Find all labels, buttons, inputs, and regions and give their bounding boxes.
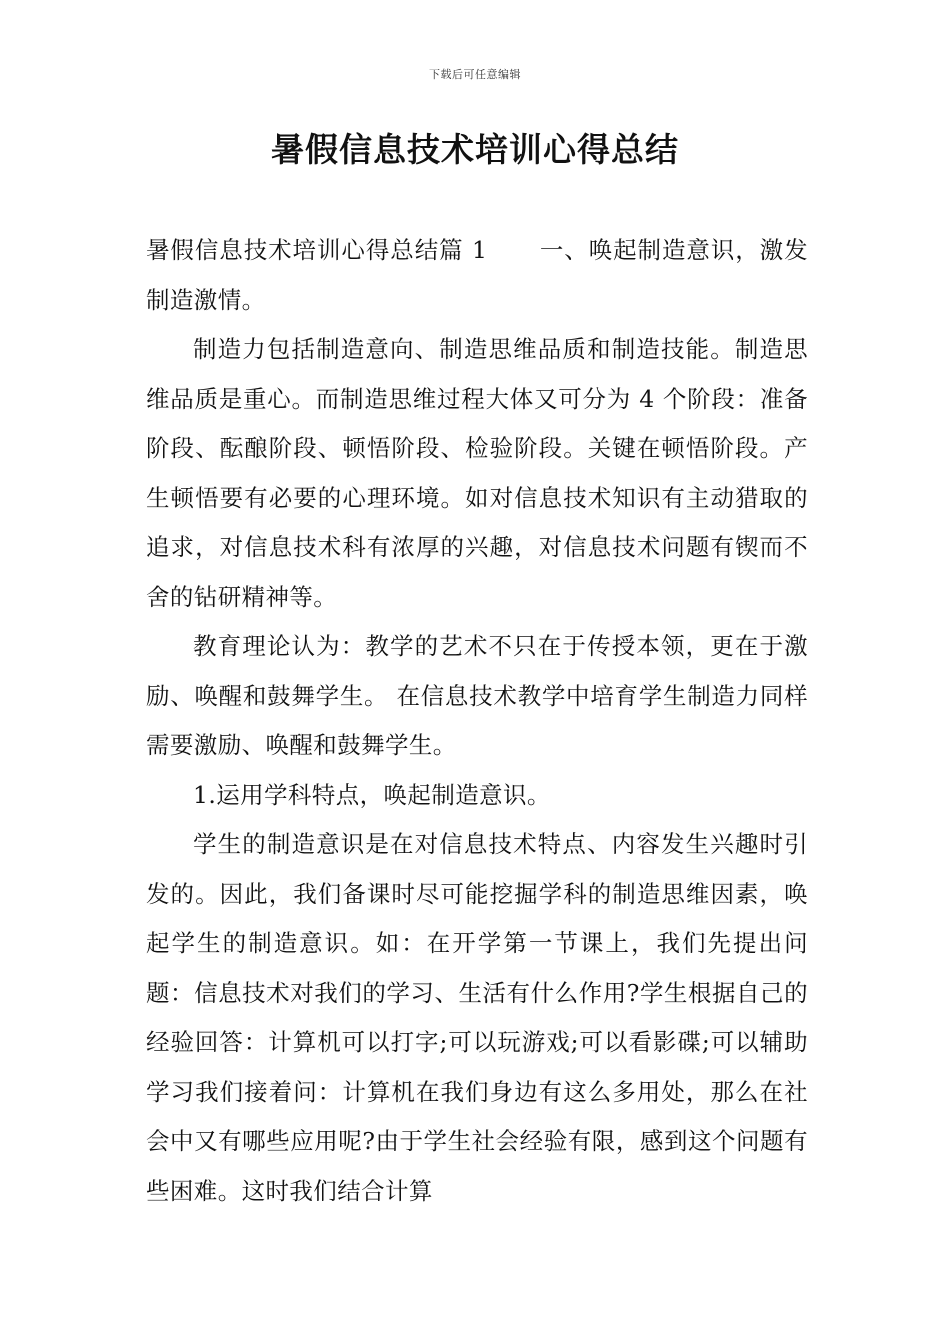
header-note: 下载后可任意编辑 (429, 68, 521, 81)
paragraph-2: 教育理论认为：教学的艺术不只在于传授本领，更在于激励、唤醒和鼓舞学生。 在信息技术教学中培育学生制造力同样需要激励、唤醒和鼓舞学生。 (146, 632, 808, 759)
intro-heading: 暑假信息技术培训心得总结篇 1 (146, 236, 488, 264)
section-heading: 一、唤起制造意识，激发制造激情。 (146, 236, 809, 314)
document-title: 暑假信息技术培训心得总结 (271, 130, 679, 169)
paragraph-1: 制造力包括制造意向、制造思维品质和制造技能。制造思维品质是重心。而制造思维过程大体又可分为 4 个阶段：准备阶段、酝酿阶段、顿悟阶段、检验阶段。关键在顿悟阶段。产生顿悟要有必要的心理环境。如对信息技术知识有主动猎取的追求，对信息技术科有浓厚的兴趣，对信息技术问题有锲而不舍的钻研精神等。 (146, 335, 808, 611)
document-body (146, 226, 808, 1216)
intro-paragraph (146, 226, 808, 325)
subheading-1: 1.运用学科特点，唤起制造意识。 (193, 780, 551, 809)
paragraph-3: 学生的制造意识是在对信息技术特点、内容发生兴趣时引发的。因此，我们备课时尽可能挖掘学科的制造思维因素，唤起学生的制造意识。如：在开学第一节课上，我们先提出问题：信息技术对我们的学习、生活有什么作用?学生根据自己的经验回答：计算机可以打字;可以玩游戏;可以看影碟;可以辅助学习我们接着问：计算机在我们身边有这么多用处，那么在社会中又有哪些应用呢?由于学生社会经验有限，感到这个问题有些困难。这时我们结合计算 (146, 830, 808, 1205)
